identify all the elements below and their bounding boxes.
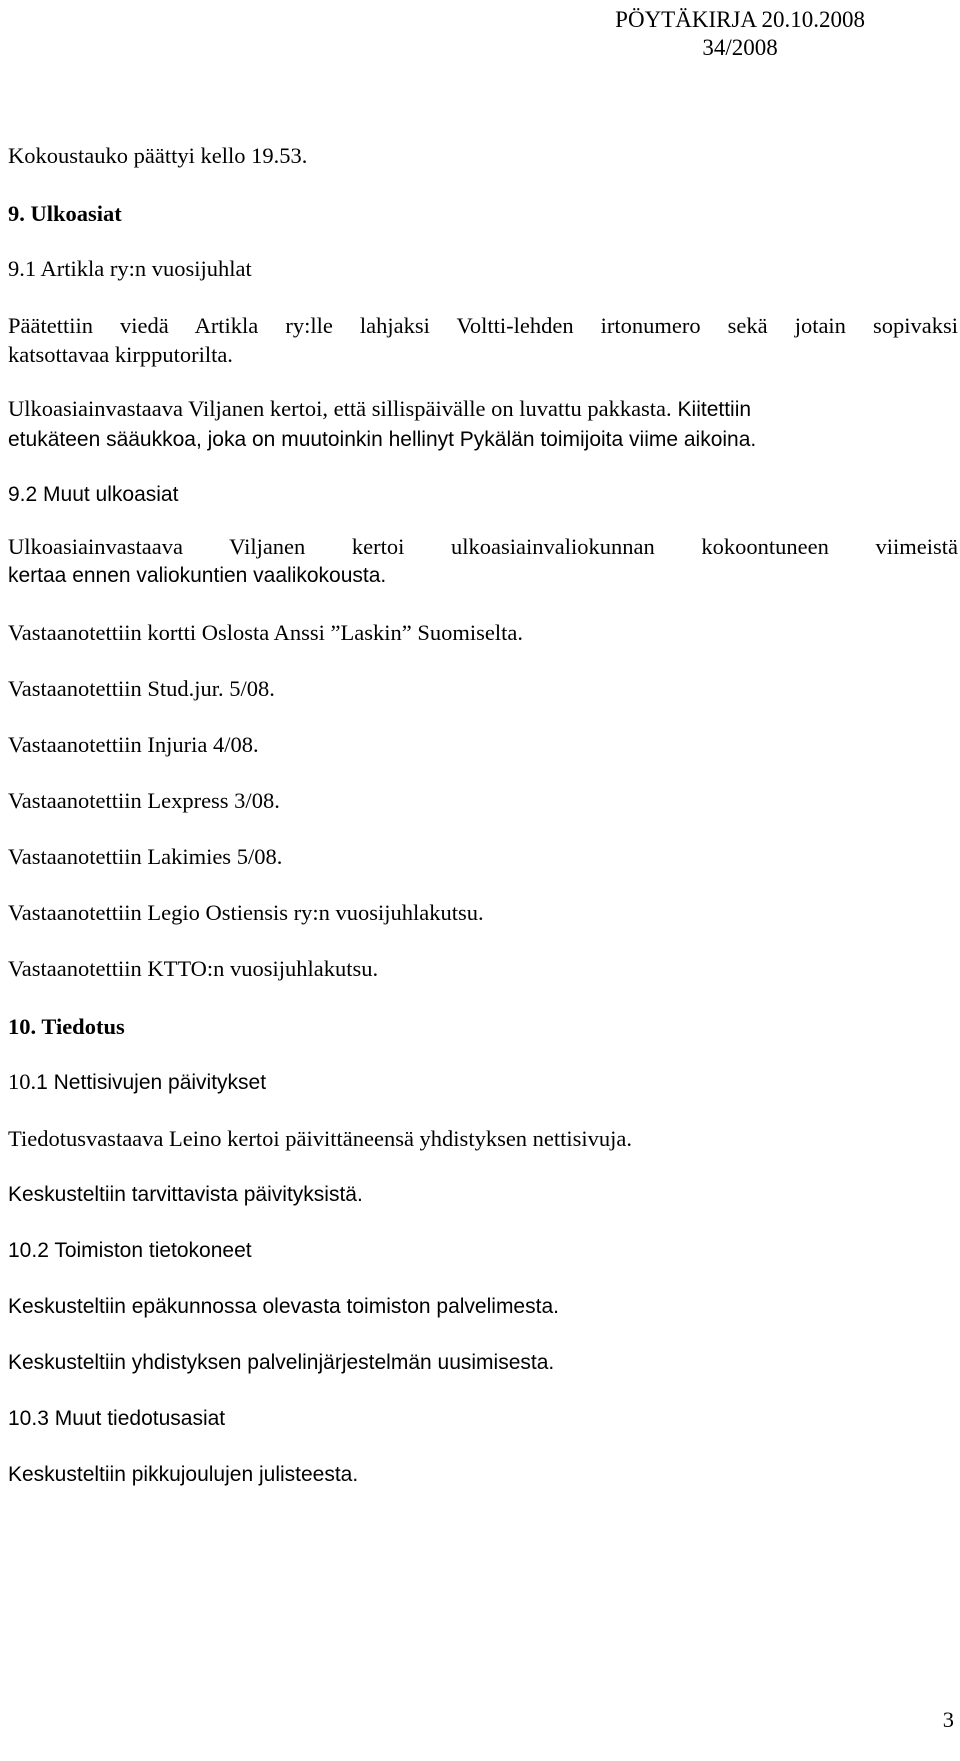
received-item-3: Vastaanotettiin Injuria 4/08. bbox=[8, 732, 259, 757]
section-9-2-heading bbox=[8, 479, 178, 509]
paragraph-website-update: Tiedotusvastaava Leino kertoi päivittäneensä yhdistyksen nettisivuja. bbox=[8, 1126, 633, 1151]
paragraph-weather bbox=[8, 394, 756, 454]
section-10-1-heading-number: 10. bbox=[8, 1069, 37, 1094]
section-9-1-heading: 9.1 Artikla ry:n vuosijuhlat bbox=[8, 256, 252, 281]
section-10-1-heading-text: 1 Nettisivujen päivitykset bbox=[36, 1071, 267, 1094]
page-number: 3 bbox=[942, 1707, 954, 1732]
section-10-3-heading: 10.3 Muut tiedotusasiat bbox=[8, 1407, 226, 1430]
paragraph-needed-updates: Keskusteltiin tarvittavista päivityksistä. bbox=[8, 1183, 363, 1206]
paragraph-committee bbox=[8, 532, 958, 590]
section-9-2-heading-number: 9. bbox=[8, 483, 26, 506]
paragraph-server-broken: Keskusteltiin epäkunnossa olevasta toimiston palvelimesta. bbox=[8, 1295, 559, 1318]
paragraph-gift bbox=[8, 311, 958, 369]
section-10-1-heading bbox=[8, 1067, 266, 1097]
received-item-7: Vastaanotettiin KTTO:n vuosijuhlakutsu. bbox=[8, 956, 379, 981]
section-10-heading: 10. Tiedotus bbox=[8, 1014, 125, 1039]
break-end-text: Kokoustauko päättyi kello 19.53. bbox=[8, 143, 308, 168]
paragraph-committee-line-2: kertaa ennen valiokuntien vaalikokousta. bbox=[8, 564, 387, 587]
section-9-heading: 9. Ulkoasiat bbox=[8, 201, 122, 226]
paragraph-gift-line-1: Päätettiin viedä Artikla ry:lle lahjaksi Voltti-lehden irtonumero sekä jotain sopivaksi bbox=[8, 313, 958, 338]
document-header bbox=[615, 6, 865, 62]
received-item-1: Vastaanotettiin kortti Oslosta Anssi ”Laskin” Suomiselta. bbox=[8, 620, 523, 645]
section-10-2-heading: 10.2 Toimiston tietokoneet bbox=[8, 1239, 252, 1262]
paragraph-server-renewal: Keskusteltiin yhdistyksen palvelinjärjestelmän uusimisesta. bbox=[8, 1351, 555, 1374]
section-9-2-heading-text: 2 Muut ulkoasiat bbox=[25, 483, 179, 506]
paragraph-christmas-poster: Keskusteltiin pikkujoulujen julisteesta. bbox=[8, 1463, 359, 1486]
paragraph-weather-part-2: Kiitettiin bbox=[671, 398, 752, 421]
paragraph-weather-line-2: etukäteen sääukkoa, joka on muutoinkin hellinyt Pykälän toimijoita viime aikoina. bbox=[8, 428, 757, 451]
minutes-title: PÖYTÄKIRJA 20.10.2008 bbox=[615, 7, 865, 32]
received-item-2: Vastaanotettiin Stud.jur. 5/08. bbox=[8, 676, 275, 701]
received-item-4: Vastaanotettiin Lexpress 3/08. bbox=[8, 788, 280, 813]
received-item-6: Vastaanotettiin Legio Ostiensis ry:n vuosijuhlakutsu. bbox=[8, 900, 484, 925]
received-item-5: Vastaanotettiin Lakimies 5/08. bbox=[8, 844, 283, 869]
paragraph-weather-part-1: Ulkoasiainvastaava Viljanen kertoi, että sillispäivälle on luvattu pakkasta. bbox=[8, 396, 672, 421]
paragraph-committee-line-1: Ulkoasiainvastaava Viljanen kertoi ulkoasiainvaliokunnan kokoontuneen viimeistä bbox=[8, 534, 958, 559]
minutes-number: 34/2008 bbox=[702, 35, 778, 60]
paragraph-gift-line-2: katsottavaa kirpputorilta. bbox=[8, 342, 233, 367]
